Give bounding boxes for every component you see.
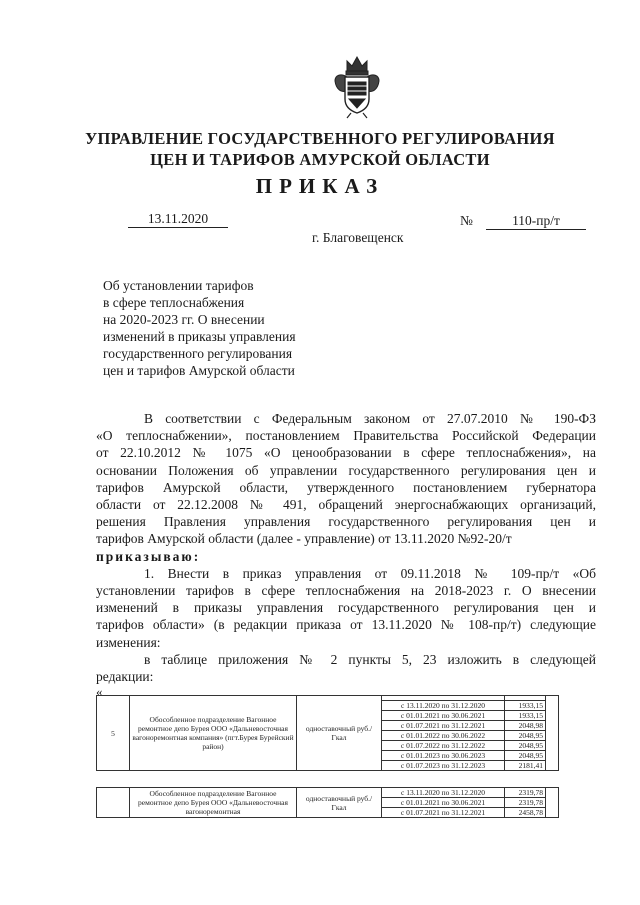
item1-line: изменений в приказы управления государственного регулирования цен и: [96, 600, 596, 616]
preamble-line: тарифов Амурской области, утвержденного постановлением губернатора: [96, 479, 596, 495]
period-cell: с 01.01.2023 по 30.06.2023: [382, 751, 505, 761]
amur-oblast-emblem: [333, 53, 381, 119]
subject-line: цен и тарифов Амурской области: [103, 363, 295, 378]
preamble-line: основании Положения об управлении государственного регулирования цен и: [96, 462, 596, 478]
document-number: 110-пр/т: [486, 213, 586, 230]
organization-cell: Обособленное подразделение Вагонное ремонтное депо Бурея ООО «Дальневосточная вагоноремонтная: [130, 788, 297, 818]
subject-line: Об установлении тарифов: [103, 278, 254, 293]
preamble-line: В соответствии с Федеральным законом от 27.07.2010 № 190-ФЗ: [144, 411, 596, 426]
item1-sub-line: в таблице приложения № 2 пункты 5, 23 изложить в следующей: [144, 651, 596, 667]
period-cell: с 01.01.2022 по 30.06.2022: [382, 731, 505, 741]
value-cell: 2181,41: [505, 761, 546, 771]
preamble-line: тарифов Амурской области (далее - управление) от 13.11.2020 №92-20/т: [96, 531, 512, 547]
item1-line: установлении тарифов в сфере теплоснабжения на 2018-2023 г. О внесении: [96, 583, 596, 599]
value-cell: 2319,78: [505, 798, 546, 808]
spacer-cell: [546, 788, 559, 818]
value-cell: 2048,95: [505, 741, 546, 751]
preamble-paragraph: [96, 410, 596, 685]
organization-name-line1: УПРАВЛЕНИЕ ГОСУДАРСТВЕННОГО РЕГУЛИРОВАНИЯ: [85, 129, 555, 148]
document-date: 13.11.2020: [128, 211, 228, 228]
value-cell: 2048,98: [505, 721, 546, 731]
subject-line: государственного регулирования: [103, 346, 293, 361]
preamble-line: решения Правления управления государственного регулирования цен и: [96, 514, 596, 530]
preamble-line: «О теплоснабжении», постановлением Правительства Российской Федерации: [96, 428, 596, 444]
period-cell: с 01.07.2022 по 31.12.2022: [382, 741, 505, 751]
subject-line: на 2020-2023 гг. О внесении: [103, 312, 265, 327]
tariff-type-cell: одноставочный руб./Гкал: [297, 788, 382, 818]
organization-cell: Обособленное подразделение Вагонное ремонтное депо Бурея ООО «Дальневосточная вагоноремонтная компания» (пгт.Бурея Бурейский район): [130, 696, 297, 771]
period-cell: с 01.07.2023 по 31.12.2023: [382, 761, 505, 771]
table-row: [97, 788, 559, 798]
preamble-line: области от 22.12.2008 № 491, обращений энергоснабжающих организаций,: [96, 497, 596, 513]
tariff-type-cell: одноставочный руб./Гкал: [297, 696, 382, 771]
period-cell: с 13.11.2020 по 31.12.2020: [382, 788, 505, 798]
period-cell: с 01.07.2021 по 31.12.2021: [382, 721, 505, 731]
subject-line: изменений в приказы управления: [103, 329, 296, 344]
item1-line: 1. Внести в приказ управления от 09.11.2018 № 109-пр/т «Об: [144, 565, 596, 581]
item1-line: изменения:: [96, 634, 161, 650]
tariff-table-item23: [96, 787, 559, 818]
order-word: приказываю:: [96, 548, 201, 564]
row-number: 5: [97, 696, 130, 771]
preamble-line: от 22.10.2012 № 1075 «О ценообразовании в сфере теплоснабжения», на: [96, 445, 596, 461]
value-cell: 2048,95: [505, 751, 546, 761]
row-number: [97, 788, 130, 818]
number-sign: №: [460, 213, 473, 228]
organization-name-line2: ЦЕН И ТАРИФОВ АМУРСКОЙ ОБЛАСТИ: [150, 150, 490, 169]
opening-quote: «: [96, 684, 103, 699]
item1-line: тарифов области» (в редакции приказа от 13.11.2020 № 108-пр/т) следующие: [96, 617, 596, 633]
period-cell: с 01.01.2021 по 30.06.2021: [382, 798, 505, 808]
value-cell: 2319,78: [505, 788, 546, 798]
document-subject: [103, 277, 333, 379]
value-cell: 1933,15: [505, 701, 546, 711]
tariff-table-item5: [96, 695, 559, 771]
value-cell: 1933,15: [505, 711, 546, 721]
city: г. Благовещенск: [312, 230, 404, 245]
spacer-cell: [546, 696, 559, 771]
period-cell: с 01.01.2021 по 30.06.2021: [382, 711, 505, 721]
period-cell: с 13.11.2020 по 31.12.2020: [382, 701, 505, 711]
item1-sub-line: редакции:: [96, 669, 154, 685]
subject-line: в сфере теплоснабжения: [103, 295, 245, 310]
value-cell: 2458,78: [505, 808, 546, 818]
value-cell: 2048,95: [505, 731, 546, 741]
period-cell: с 01.07.2021 по 31.12.2021: [382, 808, 505, 818]
document-type-title: ПРИКАЗ: [255, 174, 385, 198]
